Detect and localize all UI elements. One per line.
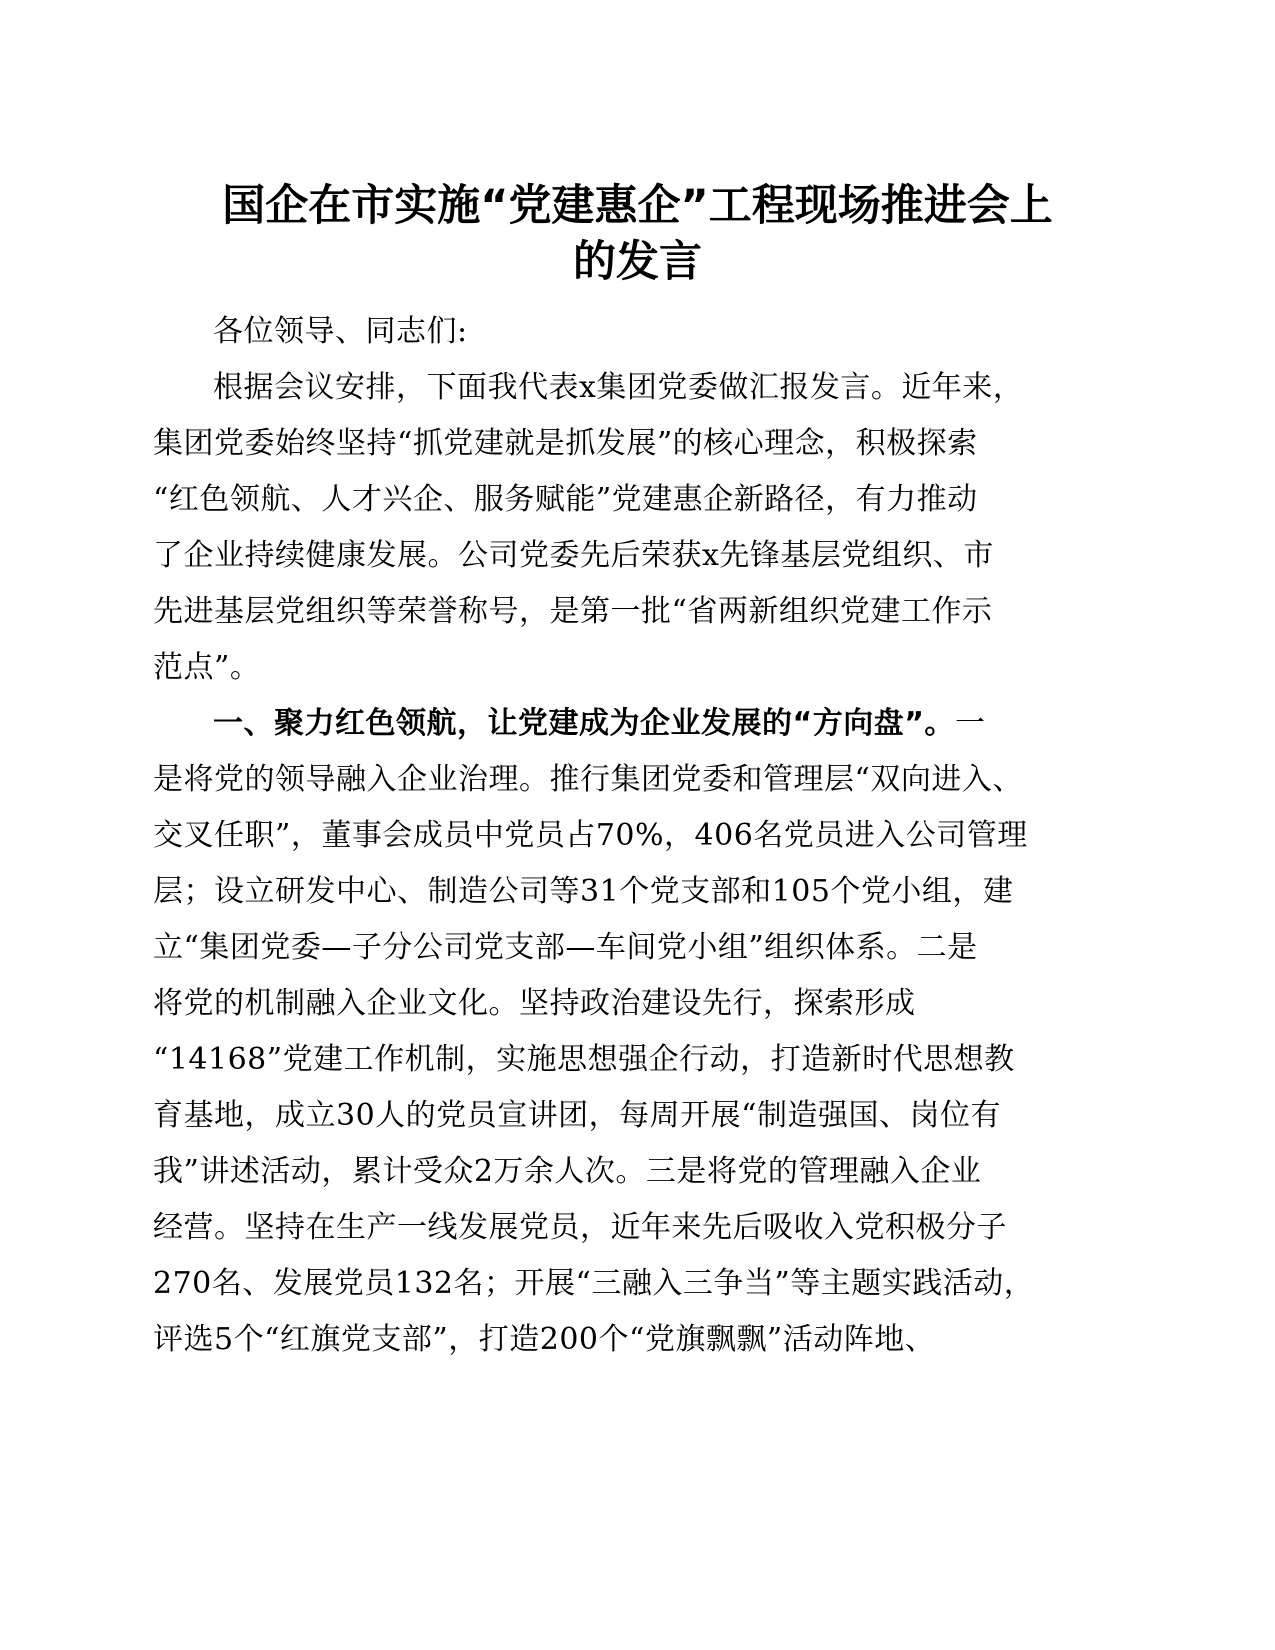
section-1-line-7: 育基地，成立30人的党员宣讲团，每周开展“制造强国、岗位有 [153, 1098, 1002, 1133]
section-1-line-9: 经营。坚持在生产一线发展党员，近年来先后吸收入党积极分子 [153, 1210, 1007, 1245]
section-1-heading: 一、聚力红色领航，让党建成为企业发展的“方向盘”。 [213, 706, 955, 741]
salutation: 各位领导、同志们: [213, 314, 468, 349]
paragraph-1-line-6: 范点”。 [153, 650, 261, 685]
section-1-line-4: 立“集团党委—子分公司党支部—车间党小组”组织体系。二是 [153, 930, 978, 965]
section-1-line-8: 我”讲述活动，累计受众2万余人次。三是将党的管理融入企业 [153, 1154, 982, 1189]
section-1-line-6: “14168”党建工作机制，实施思想强企行动，打造新时代思想教 [153, 1042, 1015, 1077]
document-title-line-1: 国企在市实施“党建惠企”工程现场推进会上 [222, 181, 1053, 231]
section-1-line-11: 评选5个“红旗党支部”，打造200个“党旗飘飘”活动阵地、 [153, 1322, 936, 1357]
paragraph-1-line-5: 先进基层党组织等荣誉称号，是第一批“省两新组织党建工作示 [153, 594, 993, 629]
section-1-heading-line [213, 704, 1188, 744]
section-1-heading-tail: 一 [954, 706, 986, 741]
paragraph-1-line-3: “红色领航、人才兴企、服务赋能”党建惠企新路径，有力推动 [153, 482, 978, 517]
section-1-line-1: 是将党的领导融入企业治理。推行集团党委和管理层“双向进入、 [153, 762, 1023, 797]
section-1-line-2: 交叉任职”，董事会成员中党员占70%，406名党员进入公司管理 [153, 818, 1028, 853]
section-1-line-3: 层；设立研发中心、制造公司等31个党支部和105个党小组，建 [153, 874, 1014, 909]
paragraph-1-line-2: 集团党委始终坚持“抓党建就是抓发展”的核心理念，积极探索 [153, 426, 978, 461]
section-1-line-10: 270名、发展党员132名；开展“三融入三争当”等主题实践活动， [153, 1266, 1035, 1301]
paragraph-1-line-1: 根据会议安排，下面我代表x集团党委做汇报发言。近年来， [213, 370, 1024, 405]
document-title-line-2: 的发言 [573, 237, 702, 287]
paragraph-1-line-4: 了企业持续健康发展。公司党委先后荣获x先锋基层党组织、市 [153, 538, 994, 573]
section-1-line-5: 将党的机制融入企业文化。坚持政治建设先行，探索形成 [153, 986, 916, 1021]
